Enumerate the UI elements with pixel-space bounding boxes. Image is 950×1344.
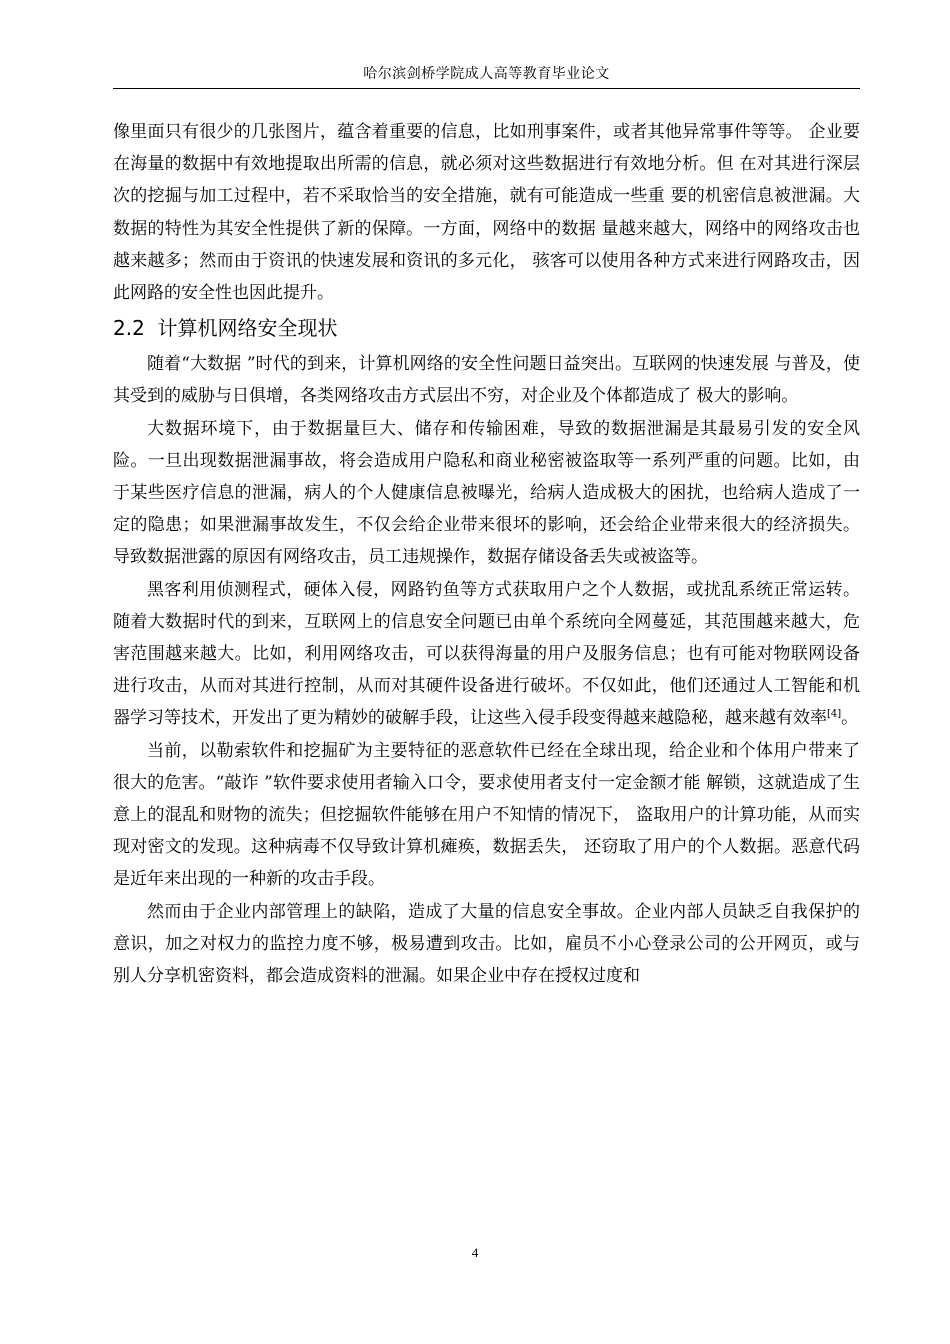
page-number: 4 <box>471 1245 479 1260</box>
page-header: 哈尔滨剑桥学院成人高等教育毕业论文 <box>363 66 610 82</box>
paragraph-hacker-attacks <box>113 574 860 735</box>
paragraph-text: 黑客利用侦测程式，硬体入侵，网路钓鱼等方式获取用户之个人数据，或扰乱系统正常运转。随着大数据时代的到来，互联网上的信息安全问题已由单个系统向全网蔓延，其范围越来越大，危害范围越来越大。比如，利用网络攻击，可以获得海量的用户及服务信息；也有可能对物联网设备进行攻击，从而对其进行控制，从而对其硬件设备进行破坏。不仅如此，他们还通过人工智能和机器学习等技术，开发出了更为精妙的破解手段，让这些入侵手段变得越来越隐秘，越来越有效率 <box>113 579 860 729</box>
citation-reference: [4] <box>827 708 842 720</box>
header-divider <box>113 88 860 89</box>
paragraph-data-leakage: 大数据环境下，由于数据量巨大、储存和传输困难，导致的数据泄漏是其最易引发的安全风险。一旦出现数据泄漏事故，将会造成用户隐私和商业秘密被盗取等一系列严重的问题。比如，由于某些医疗信息的泄漏，病人的个人健康信息被曝光，给病人造成极大的困扰，也给病人造成了一定的隐患；如果泄漏事故发生，不仅会给企业带来很坏的影响，还会给企业带来很大的经济损失。导致数据泄露的原因有网络攻击，员工违规操作，数据存储设备丢失或被盗等。 <box>113 418 860 568</box>
document-body <box>113 116 860 992</box>
section-title: 计算机网络安全现状 <box>157 316 338 341</box>
section-heading <box>113 311 860 345</box>
paragraph-internal-management: 然而由于企业内部管理上的缺陷，造成了大量的信息安全事故。企业内部人员缺乏自我保护的意识，加之对权力的监控力度不够，极易遭到攻击。比如，雇员不小心登录公司的公开网页，或与别人分享机密资料，都会造成资料的泄漏。如果企业中存在授权过度和 <box>113 901 860 987</box>
paragraph-text-end: 。 <box>841 708 859 729</box>
paragraph-malware: 当前，以勒索软件和挖掘矿为主要特征的恶意软件已经在全球出现，给企业和个体用户带来了很大的危害。“敲诈 ”软件要求使用者输入口令，要求使用者支付一定金额才能 解锁，这就造成了生意上的混乱和财物的流失；但挖掘软件能够在用户不知情的情况下， 盗取用户的计算功能，从而实现对密文的发现。这种病毒不仅导致计算机瘫痪，数据丢失， 还窃取了用户的个人数据。恶意代码是近年来出现的一种新的攻击手段。 <box>113 740 860 890</box>
paragraph-continued: 像里面只有很少的几张图片，蕴含着重要的信息，比如刑事案件，或者其他异常事件等等。 企业要在海量的数据中有效地提取出所需的信息，就必须对这些数据进行有效地分析。但 在对其进行深层次的挖掘与加工过程中，若不采取恰当的安全措施，就有可能造成一些重 要的机密信息被泄漏。大数据的特性为其安全性提供了新的保障。一方面，网络中的数据 量越来越大，网络中的网络攻击也越来越多；然而由于资讯的快速发展和资讯的多元化， 骇客可以使用各种方式来进行网路攻击，因此网路的安全性也因此提升。 <box>113 122 860 304</box>
paragraph-big-data-era: 随着“大数据 ”时代的到来，计算机网络的安全性问题日益突出。互联网的快速发展 与普及，使其受到的威胁与日俱增，各类网络攻击方式层出不穷，对企业及个体都造成了 极大的影响。 <box>113 354 860 407</box>
section-number: 2.2 <box>113 316 145 341</box>
